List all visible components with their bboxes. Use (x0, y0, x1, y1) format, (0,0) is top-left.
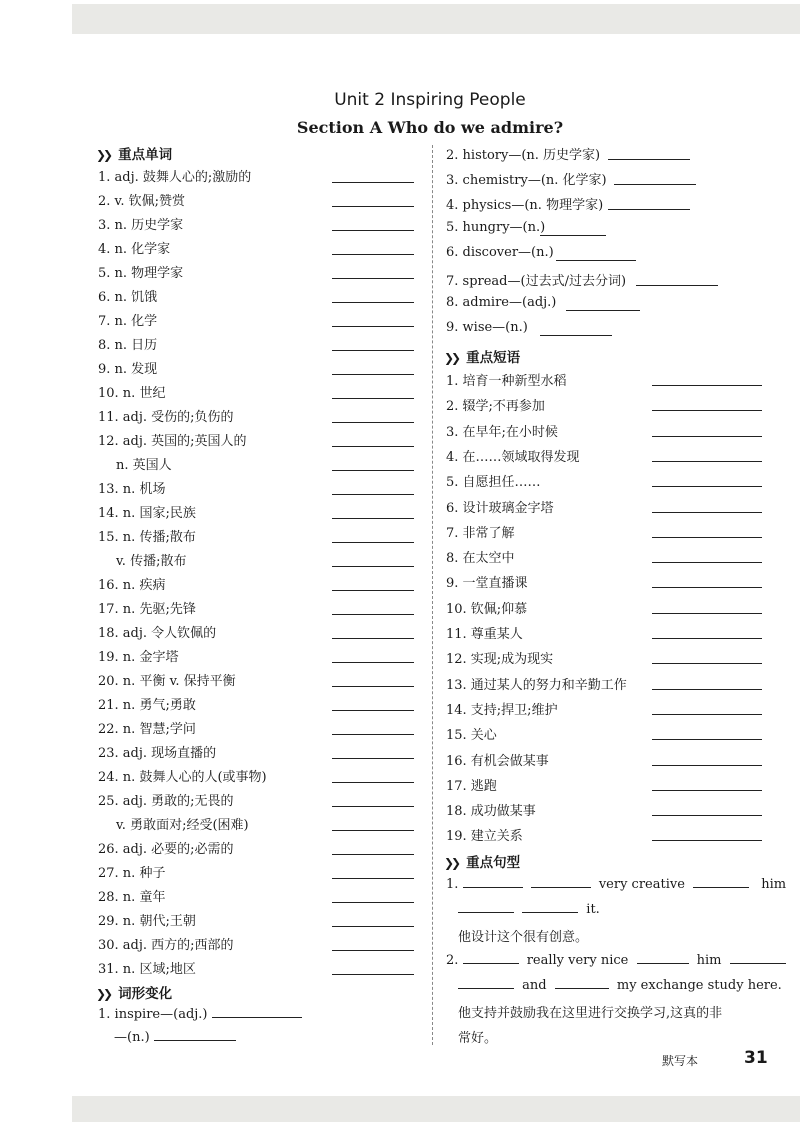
answer-blank[interactable] (332, 686, 414, 687)
double-chevron-icon: ❯❯ (444, 351, 459, 365)
answer-blank[interactable] (212, 1005, 302, 1018)
phrase-item: 5. 自愿担任…… (446, 475, 541, 491)
word-item: 19. n. 金字塔 (98, 650, 179, 665)
page-number: 31 (744, 1048, 768, 1068)
word-item: 18. adj. 令人钦佩的 (98, 626, 217, 641)
phrase-item: 8. 在太空中 (446, 551, 515, 567)
answer-blank[interactable] (332, 806, 414, 807)
word-item: 11. adj. 受伤的;负伤的 (98, 410, 234, 425)
answer-blank[interactable] (332, 710, 414, 711)
heading-key-phrases: ❯❯ 重点短语 (444, 350, 521, 366)
column-divider (432, 145, 433, 1045)
answer-blank[interactable] (652, 663, 762, 664)
answer-blank[interactable] (458, 900, 514, 913)
word-item: 9. n. 发现 (98, 362, 158, 377)
answer-blank[interactable] (652, 790, 762, 791)
form-item: 4. physics—(n. 物理学家) (446, 198, 604, 214)
word-item: v. 传播;散布 (116, 554, 187, 569)
answer-blank[interactable] (540, 235, 606, 236)
heading-word-forms: ❯❯ 词形变化 (96, 986, 173, 1002)
form-item: 5. hungry—(n.) (446, 219, 546, 235)
word-item: 4. n. 化学家 (98, 242, 171, 257)
answer-blank[interactable] (693, 875, 749, 888)
answer-blank[interactable] (332, 446, 414, 447)
word-item: 3. n. 历史学家 (98, 218, 184, 233)
form-item: 7. spread—(过去式/过去分词) (446, 274, 627, 289)
form-item: 8. admire—(adj.) (446, 295, 557, 311)
word-item: 31. n. 区域;地区 (98, 962, 196, 977)
answer-blank[interactable] (652, 613, 762, 614)
phrase-item: 15. 关心 (446, 728, 497, 744)
answer-blank[interactable] (332, 494, 414, 495)
answer-blank[interactable] (540, 335, 612, 336)
form-item: 2. history—(n. 历史学家) (446, 148, 601, 163)
answer-blank[interactable] (332, 566, 414, 567)
sentence-2-translation: 他支持并鼓励我在这里进行交换学习,这真的非 (458, 1006, 723, 1021)
word-item: 7. n. 化学 (98, 314, 158, 329)
answer-blank[interactable] (332, 830, 414, 831)
phrase-item: 16. 有机会做某事 (446, 753, 549, 769)
phrase-item: 18. 成功做某事 (446, 804, 536, 820)
word-item: 14. n. 国家;民族 (98, 506, 196, 521)
answer-blank[interactable] (332, 254, 414, 255)
answer-blank[interactable] (652, 461, 762, 462)
answer-blank[interactable] (332, 206, 414, 207)
answer-blank[interactable] (652, 765, 762, 766)
answer-blank[interactable] (458, 976, 514, 989)
answer-blank[interactable] (332, 230, 414, 231)
double-chevron-icon: ❯❯ (96, 987, 111, 1001)
sentence-1-line-2: it. (458, 900, 600, 917)
phrase-item: 4. 在……领域取得发现 (446, 449, 580, 465)
form-item: —(n.) (114, 1028, 236, 1045)
phrase-item: 13. 通过某人的努力和辛勤工作 (446, 677, 627, 693)
sentence-2-line-2: and my exchange study here. (458, 976, 782, 993)
word-item: 27. n. 种子 (98, 866, 166, 881)
answer-blank[interactable] (652, 840, 762, 841)
answer-blank[interactable] (463, 875, 523, 888)
answer-blank[interactable] (522, 900, 578, 913)
answer-blank[interactable] (652, 410, 762, 411)
bottom-gray-band (72, 1096, 800, 1122)
phrase-item: 11. 尊重某人 (446, 627, 523, 642)
answer-blank[interactable] (332, 662, 414, 663)
answer-blank[interactable] (614, 184, 696, 185)
heading-key-words: ❯❯ 重点单词 (96, 147, 173, 163)
answer-blank[interactable] (332, 350, 414, 351)
word-item: 2. v. 钦佩;赞赏 (98, 194, 185, 209)
double-chevron-icon: ❯❯ (96, 148, 111, 162)
answer-blank[interactable] (652, 815, 762, 816)
sentence-2-translation-cont: 常好。 (458, 1031, 498, 1046)
word-item: 21. n. 勇气;勇敢 (98, 698, 196, 713)
answer-blank[interactable] (652, 739, 762, 740)
answer-blank[interactable] (332, 182, 414, 183)
word-item: 25. adj. 勇敢的;无畏的 (98, 794, 234, 809)
word-item: 23. adj. 现场直播的 (98, 746, 217, 761)
answer-blank[interactable] (652, 436, 762, 437)
answer-blank[interactable] (332, 398, 414, 399)
answer-blank[interactable] (332, 374, 414, 375)
phrase-item: 19. 建立关系 (446, 829, 523, 845)
phrase-item: 10. 钦佩;仰慕 (446, 601, 528, 617)
answer-blank[interactable] (636, 285, 718, 286)
word-item: 20. n. 平衡 v. 保持平衡 (98, 674, 236, 689)
answer-blank[interactable] (332, 854, 414, 855)
form-item: 9. wise—(n.) (446, 320, 528, 336)
answer-blank[interactable] (652, 512, 762, 513)
phrase-item: 6. 设计玻璃金字塔 (446, 500, 554, 516)
answer-blank[interactable] (531, 875, 591, 888)
sentence-2: 2. really very nice him (446, 951, 786, 968)
top-gray-band (72, 4, 800, 34)
answer-blank[interactable] (332, 950, 414, 951)
word-item: 13. n. 机场 (98, 482, 166, 497)
answer-blank[interactable] (608, 159, 690, 160)
answer-blank[interactable] (556, 260, 636, 261)
phrase-item: 1. 培育一种新型水稻 (446, 374, 567, 389)
answer-blank[interactable] (154, 1028, 236, 1041)
word-item: 16. n. 疾病 (98, 578, 166, 593)
answer-blank[interactable] (652, 385, 762, 386)
answer-blank[interactable] (652, 714, 762, 715)
answer-blank[interactable] (332, 590, 414, 591)
answer-blank[interactable] (332, 926, 414, 927)
word-item: v. 勇敢面对;经受(困难) (116, 818, 249, 833)
word-item: 12. adj. 英国的;英国人的 (98, 434, 247, 449)
phrase-item: 17. 逃跑 (446, 778, 497, 794)
answer-blank[interactable] (730, 951, 786, 964)
word-item: 28. n. 童年 (98, 890, 166, 905)
word-item: 1. adj. 鼓舞人心的;激励的 (98, 170, 252, 185)
answer-blank[interactable] (332, 878, 414, 879)
word-item: n. 英国人 (116, 458, 172, 473)
answer-blank[interactable] (332, 518, 414, 519)
answer-blank[interactable] (332, 326, 414, 327)
answer-blank[interactable] (332, 302, 414, 303)
sentence-1: 1. very creative him (446, 877, 787, 892)
word-item: 10. n. 世纪 (98, 386, 166, 401)
word-item: 30. adj. 西方的;西部的 (98, 938, 234, 953)
answer-blank[interactable] (566, 310, 640, 311)
answer-blank[interactable] (332, 902, 414, 903)
form-item: 3. chemistry—(n. 化学家) (446, 173, 607, 189)
footer-label: 默写本 (662, 1054, 699, 1068)
unit-title: Unit 2 Inspiring People (334, 90, 526, 110)
answer-blank[interactable] (652, 562, 762, 563)
word-item: 8. n. 日历 (98, 338, 158, 353)
word-item: 24. n. 鼓舞人心的人(或事物) (98, 770, 267, 785)
form-item: 6. discover—(n.) (446, 244, 554, 260)
double-chevron-icon: ❯❯ (444, 856, 459, 870)
answer-blank[interactable] (463, 951, 519, 964)
answer-blank[interactable] (652, 486, 762, 487)
phrase-item: 2. 辍学;不再参加 (446, 399, 545, 415)
phrase-item: 12. 实现;成为现实 (446, 652, 554, 668)
word-item: 6. n. 饥饿 (98, 290, 158, 305)
answer-blank[interactable] (332, 782, 414, 783)
phrase-item: 14. 支持;捍卫;维护 (446, 702, 558, 718)
word-item: 29. n. 朝代;王朝 (98, 914, 196, 929)
answer-blank[interactable] (332, 470, 414, 471)
answer-blank[interactable] (332, 614, 414, 615)
answer-blank[interactable] (332, 638, 414, 639)
answer-blank[interactable] (332, 758, 414, 759)
answer-blank[interactable] (332, 734, 414, 735)
phrase-item: 7. 非常了解 (446, 525, 515, 541)
word-item: 22. n. 智慧;学问 (98, 722, 196, 737)
word-item: 5. n. 物理学家 (98, 266, 184, 281)
heading-key-sentences: ❯❯ 重点句型 (444, 855, 521, 871)
answer-blank[interactable] (637, 951, 689, 964)
word-item: 15. n. 传播;散布 (98, 530, 196, 545)
answer-blank[interactable] (652, 587, 762, 588)
answer-blank[interactable] (332, 422, 414, 423)
sentence-1-translation: 他设计这个很有创意。 (458, 930, 589, 945)
answer-blank[interactable] (332, 278, 414, 279)
answer-blank[interactable] (332, 974, 414, 975)
phrase-item: 3. 在早年;在小时候 (446, 424, 558, 440)
section-title: Section A Who do we admire? (296, 118, 564, 137)
answer-blank[interactable] (608, 209, 690, 210)
form-item: 1. inspire—(adj.) (98, 1005, 302, 1022)
answer-blank[interactable] (555, 976, 609, 989)
answer-blank[interactable] (332, 542, 414, 543)
answer-blank[interactable] (652, 638, 762, 639)
answer-blank[interactable] (652, 537, 762, 538)
phrase-item: 9. 一堂直播课 (446, 576, 528, 592)
answer-blank[interactable] (652, 689, 762, 690)
word-item: 26. adj. 必要的;必需的 (98, 842, 234, 857)
word-item: 17. n. 先驱;先锋 (98, 602, 196, 617)
